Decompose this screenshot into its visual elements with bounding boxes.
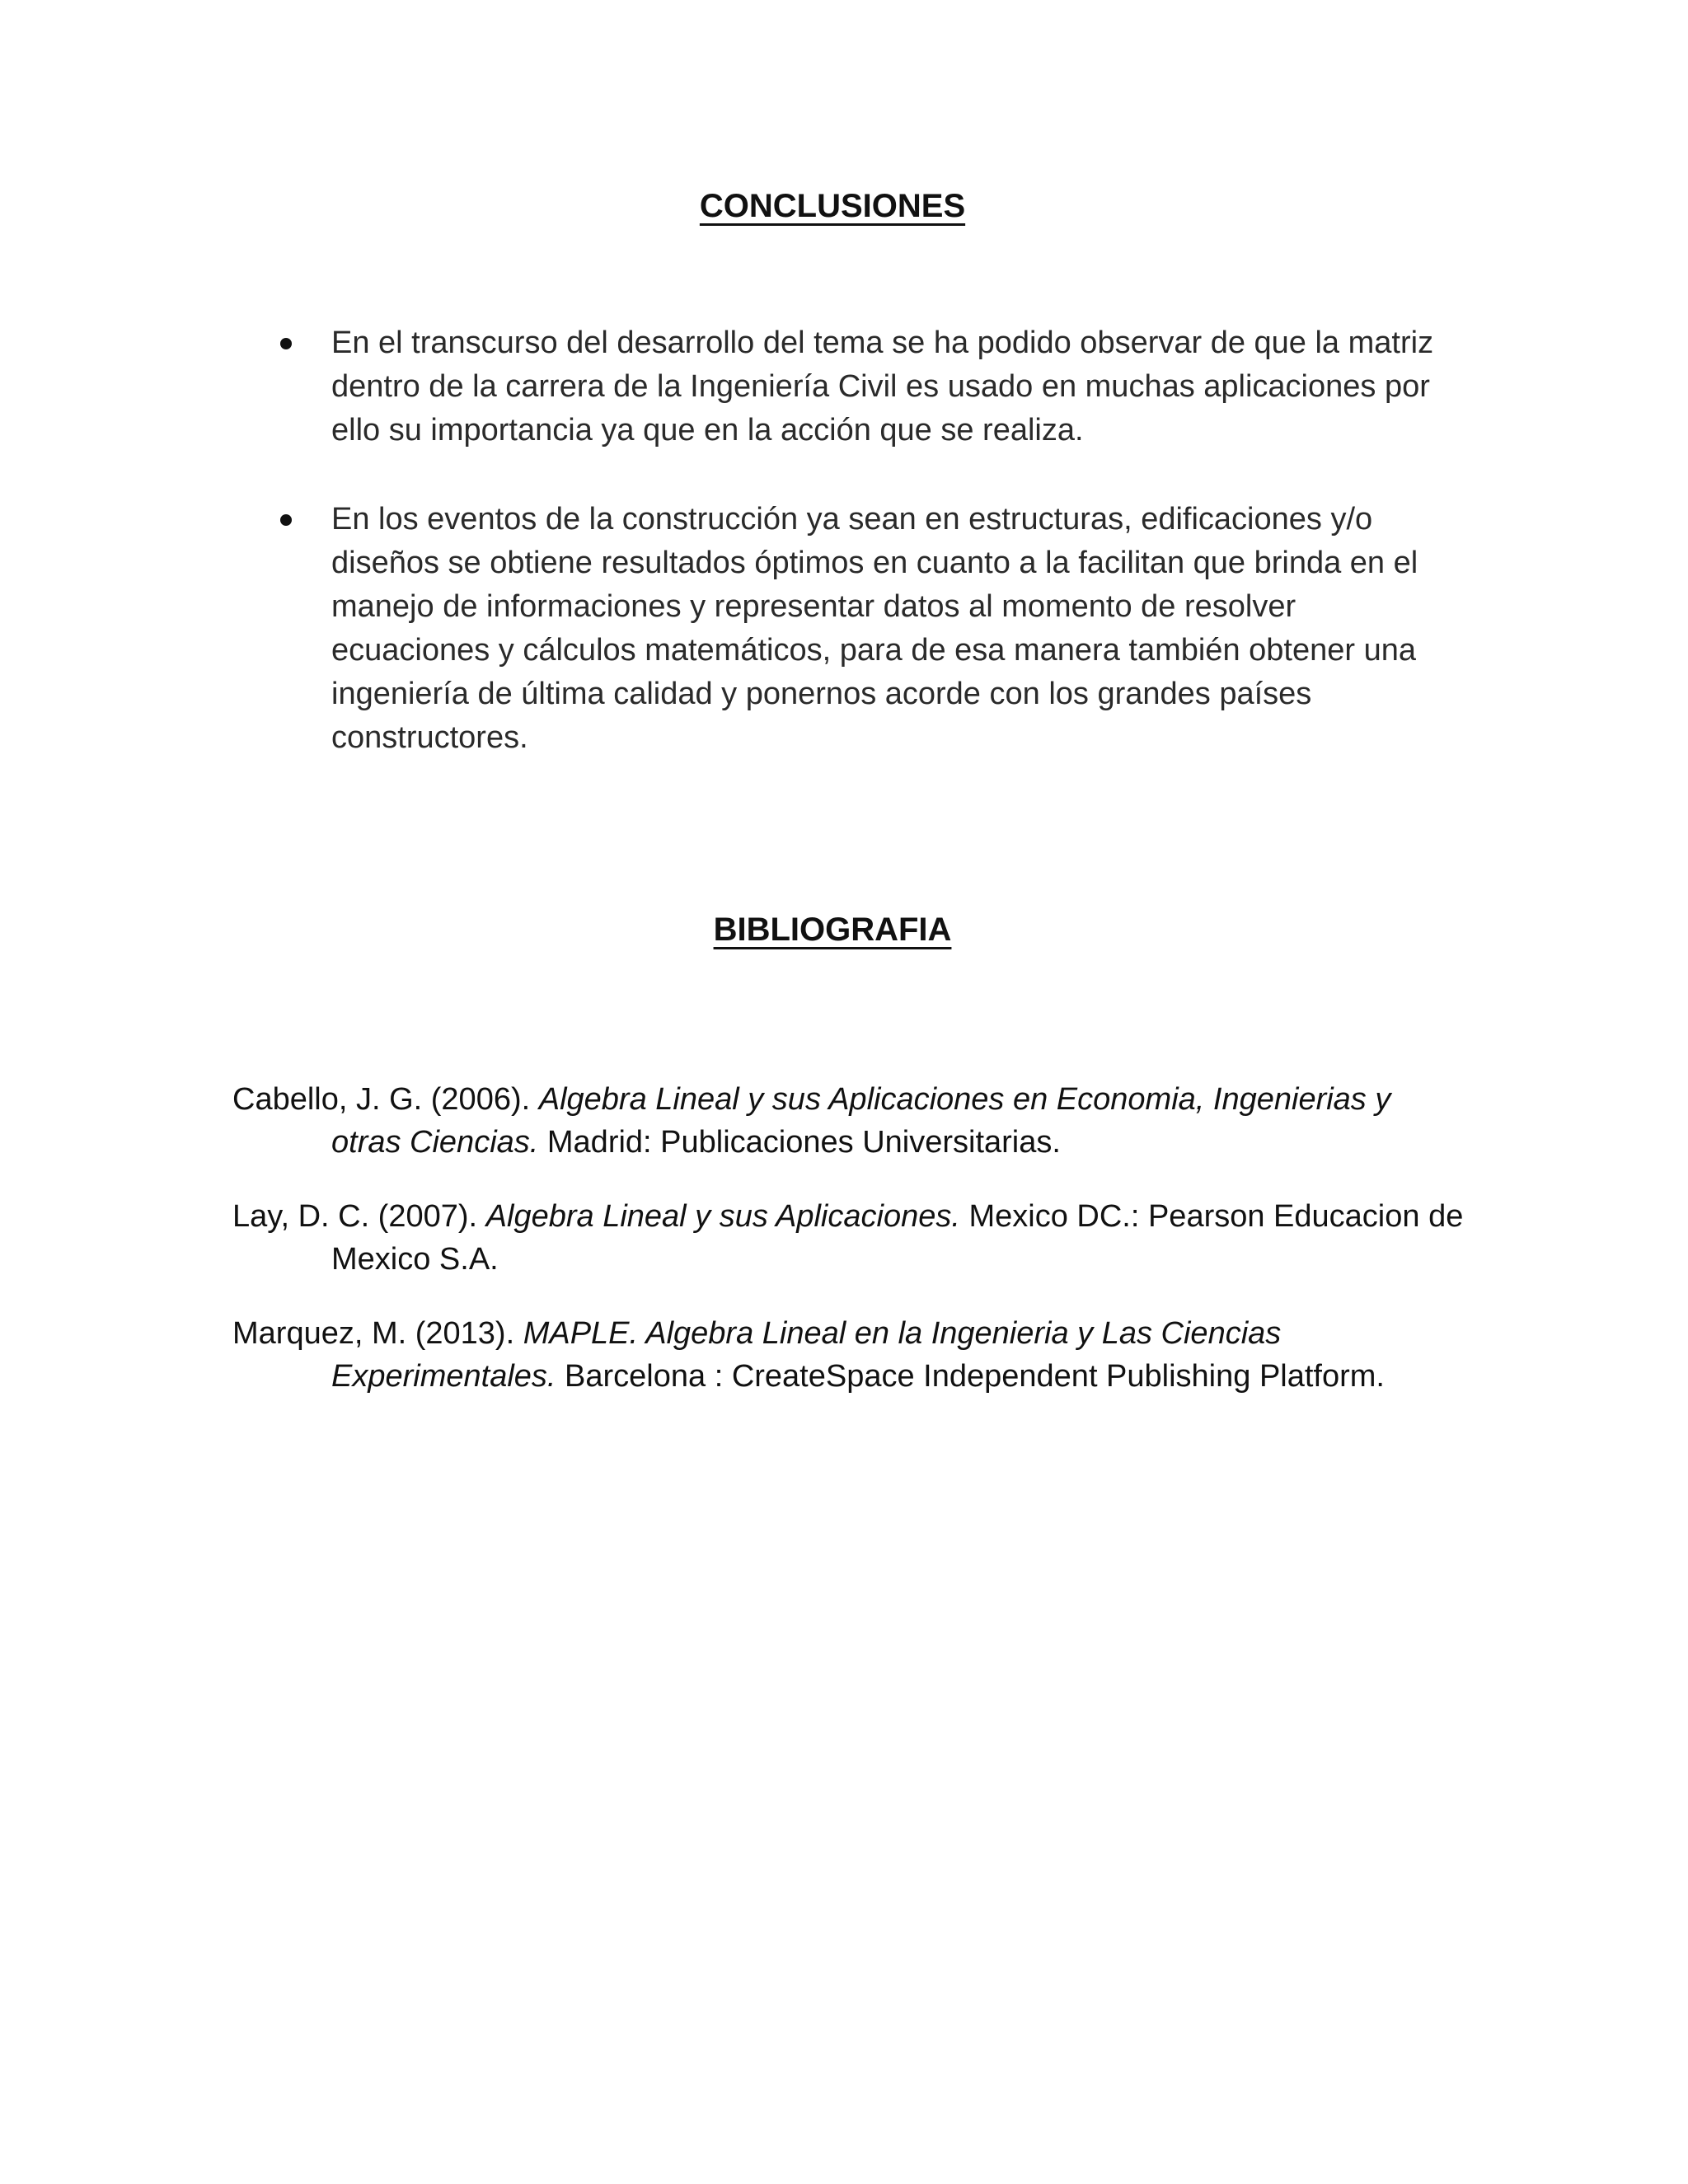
reference-entry [232,1312,1469,1398]
conclusion-item [280,321,1451,452]
reference-authors-year: Cabello, J. G. (2006). [232,1082,531,1117]
reference-publisher: Barcelona : CreateSpace Independent Publishing Platform. [565,1359,1385,1394]
reference-list [232,1047,1469,1418]
reference-title: Algebra Lineal y sus Aplicaciones en Economia, Ingenierias y otras Ciencias. [331,1082,1391,1160]
conclusiones-heading: CONCLUSIONES [699,188,966,224]
reference-title: MAPLE. Algebra Lineal en la Ingenieria y Las Ciencias Experimentales. [331,1316,1282,1394]
reference-authors-year: Lay, D. C. (2007). [232,1199,478,1234]
conclusion-item [280,498,1451,760]
bullet-icon [280,514,292,526]
reference-authors-year: Marquez, M. (2013). [232,1316,515,1351]
reference-entry [232,1078,1469,1164]
conclusion-text: En los eventos de la construcción ya sean en estructuras, edificaciones y/o diseños se obtiene resultados óptimos en cuanto a la facilitan que brinda en el manejo de informaciones y representar datos al momento de resolver ecuaciones y cálculos matemáticos, para de esa manera también obtener una ingeniería de última calidad y ponernos acorde con los grandes países constructores. [331,502,1418,755]
reference-entry [232,1195,1469,1281]
conclusiones-list [280,321,1451,805]
reference-title: Algebra Lineal y sus Aplicaciones. [485,1199,960,1234]
conclusion-text: En el transcurso del desarrollo del tema se ha podido observar de que la matriz dentro de la carrera de la Ingeniería Civil es usado en muchas aplicaciones por ello su importancia ya que en la acción que se realiza. [331,326,1434,448]
reference-publisher: Madrid: Publicaciones Universitarias. [546,1125,1061,1160]
bullet-icon [280,338,292,349]
bibliografia-heading: BIBLIOGRAFIA [713,912,952,948]
reference-publisher: Mexico DC.: Pearson Educacion de Mexico S.A. [331,1199,1464,1277]
